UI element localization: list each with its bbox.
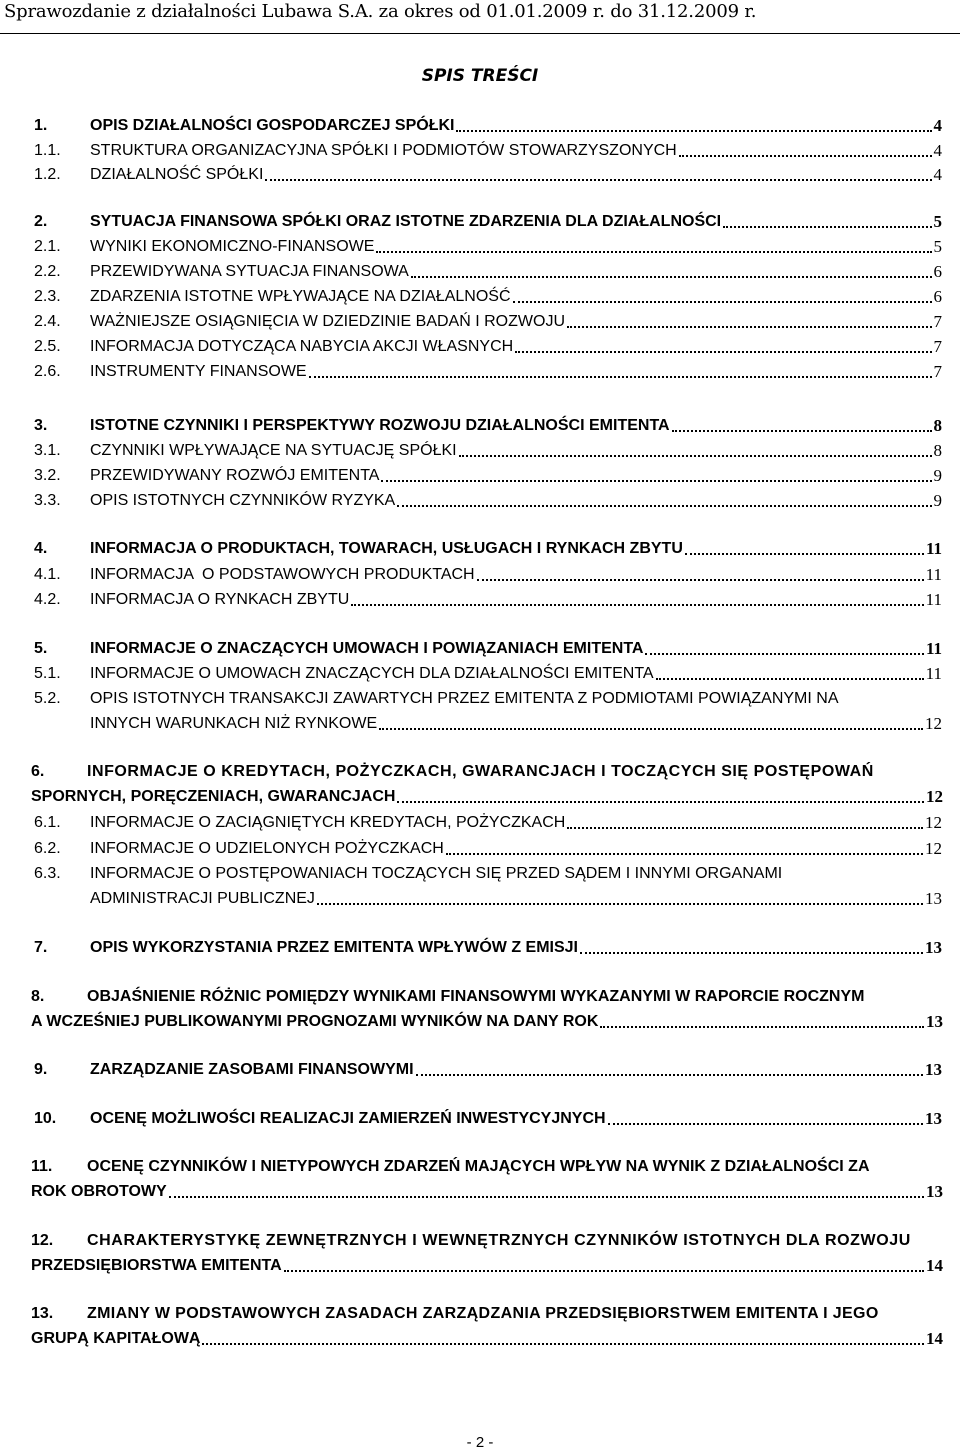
toc-entry-title: DZIAŁALNOŚĆ SPÓŁKI xyxy=(90,166,264,183)
toc-leader-dots xyxy=(580,952,923,954)
toc-entry-number: 1.1. xyxy=(34,142,61,159)
toc-entry-4-2[interactable] xyxy=(34,587,942,612)
toc-entry-2-6[interactable] xyxy=(34,359,942,384)
toc-entry-page: 14 xyxy=(926,1329,943,1348)
toc-entry-title-line2: SPORNYCH, PORĘCZENIACH, GWARANCJACH xyxy=(31,788,396,805)
toc-entry-title: SYTUACJA FINANSOWA SPÓŁKI ORAZ ISTOTNE ZDARZENIA DLA DZIAŁALNOŚCI xyxy=(90,213,722,230)
toc-entry-page: 4 xyxy=(933,165,942,184)
toc-entry-page: 5 xyxy=(933,212,942,231)
toc-entry-page: 7 xyxy=(933,337,942,356)
toc-leader-dots xyxy=(169,1196,924,1198)
toc-entry-page: 14 xyxy=(926,1256,943,1275)
toc-entry-number: 5.1. xyxy=(34,665,61,682)
toc-entry-page: 11 xyxy=(925,539,942,558)
toc-entry-title-line2: GRUPĄ KAPITAŁOWĄ xyxy=(31,1330,201,1347)
toc-entry-title: OPIS DZIAŁALNOŚCI GOSPODARCZEJ SPÓŁKI xyxy=(90,117,455,134)
toc-entry-title: WAŻNIEJSZE OSIĄGNIĘCIA W DZIEDZINIE BADAŃ I ROZWOJU xyxy=(90,313,565,330)
toc-entry-number: 2.6. xyxy=(34,363,61,380)
header-text: Sprawozdanie z działalności Lubawa S.A. za okres od 01.01.2009 r. do 31.12.2009 r. xyxy=(4,1,757,22)
toc-entry-number: 4.2. xyxy=(34,591,61,608)
toc-entry-page: 9 xyxy=(933,491,942,510)
toc-entry-title: ZDARZENIA ISTOTNE WPŁYWAJĄCE NA DZIAŁALNOŚĆ xyxy=(90,288,511,305)
toc-leader-dots xyxy=(351,604,923,606)
toc-leader-dots xyxy=(679,155,932,157)
toc-entry-number: 5.2. xyxy=(34,690,61,707)
toc-entry-page: 12 xyxy=(925,714,942,733)
toc-entry-title-line1: 12. CHARAKTERYSTYKĘ ZEWNĘTRZNYCH I WEWNĘTRZNYCH CZYNNIKÓW ISTOTNYCH DLA ROZWOJU xyxy=(31,1228,958,1253)
toc-entry-title: INFORMACJE O ZNACZĄCYCH UMOWACH I POWIĄZANIACH EMITENTA xyxy=(90,640,644,657)
toc-entry-number: 4.1. xyxy=(34,566,61,583)
toc-entry-2-4[interactable] xyxy=(34,309,942,334)
toc-leader-dots xyxy=(202,1343,924,1345)
toc-entry-number: 6.1. xyxy=(34,814,61,831)
toc-entry-page: 4 xyxy=(933,141,942,160)
toc-entry-number: 2.5. xyxy=(34,338,61,355)
toc-entry-3-3[interactable] xyxy=(34,488,942,513)
toc-entry-title-line1: OPIS ISTOTNYCH TRANSAKCJI ZAWARTYCH PRZEZ EMITENTA Z PODMIOTAMI POWIĄZANYMI NA xyxy=(90,690,839,707)
toc-entry-page: 13 xyxy=(925,889,942,908)
toc-leader-dots xyxy=(608,1123,923,1125)
toc-entry-10[interactable] xyxy=(34,1106,942,1131)
toc-entry-page: 13 xyxy=(926,1012,943,1031)
toc-entry-page: 9 xyxy=(933,466,942,485)
toc-entry-title-line1: 11. OCENĘ CZYNNIKÓW I NIETYPOWYCH ZDARZEŃ MAJĄCYCH WPŁYW NA WYNIK Z DZIAŁALNOŚCI ZA xyxy=(31,1154,958,1179)
toc-entry-number: 12. xyxy=(31,1232,54,1249)
toc-entry-page: 13 xyxy=(925,938,942,957)
toc-leader-dots xyxy=(309,376,932,378)
toc-entry-page: 8 xyxy=(933,441,942,460)
toc-entry-page: 11 xyxy=(925,590,942,609)
toc-entry-title-line2: ADMINISTRACJI PUBLICZNEJ xyxy=(90,890,315,907)
toc-entry-number: 11. xyxy=(31,1158,53,1175)
toc-leader-dots xyxy=(284,1270,924,1272)
toc-entry-2-3[interactable] xyxy=(34,284,942,309)
toc-entry-page: 12 xyxy=(925,813,942,832)
toc-leader-dots xyxy=(600,1026,924,1028)
toc-entry-6-3[interactable] xyxy=(34,861,942,911)
toc-leader-dots xyxy=(672,430,932,432)
toc-leader-dots xyxy=(685,553,924,555)
toc-entry-number: 1.2. xyxy=(34,166,61,183)
toc-entry-3-2[interactable] xyxy=(34,463,942,488)
page-header xyxy=(0,0,960,40)
toc-entry-page: 4 xyxy=(933,116,942,135)
toc-entry-number: 2.1. xyxy=(34,238,61,255)
toc-entry-page: 11 xyxy=(925,639,942,658)
toc-entry-4-1[interactable] xyxy=(34,562,942,587)
toc-leader-dots xyxy=(446,853,923,855)
toc-entry-title-line1: INFORMACJE O POSTĘPOWANIACH TOCZĄCYCH SIĘ PRZED SĄDEM I INNYMI ORGANAMI xyxy=(90,865,783,882)
toc-entry-title: INSTRUMENTY FINANSOWE xyxy=(90,363,307,380)
toc-entry-title: OPIS WYKORZYSTANIA PRZEZ EMITENTA WPŁYWÓW Z EMISJI xyxy=(90,939,578,956)
toc-entry-title: INFORMACJE O UMOWACH ZNACZĄCYCH DLA DZIAŁALNOŚCI EMITENTA xyxy=(90,665,654,682)
toc-entry-title-line1: 8. OBJAŚNIENIE RÓŻNIC POMIĘDZY WYNIKAMI FINANSOWYMI WYKAZANYMI W RAPORCIE ROCZNYM xyxy=(31,984,958,1009)
toc-entry-11[interactable] xyxy=(31,1154,958,1204)
toc-entry-2-5[interactable] xyxy=(34,334,942,359)
toc-leader-dots xyxy=(515,351,931,353)
toc-entry-number: 2.3. xyxy=(34,288,61,305)
toc-entry-title-line1: 13. ZMIANY W PODSTAWOWYCH ZASADACH ZARZĄDZANIA PRZEDSIĘBIORSTWEM EMITENTA I JEGO xyxy=(31,1301,958,1326)
toc-entry-number: 10. xyxy=(34,1110,57,1127)
toc-entry-page: 13 xyxy=(925,1060,942,1079)
toc-leader-dots xyxy=(567,326,932,328)
toc-entry-number: 13. xyxy=(31,1305,54,1322)
toc-leader-dots xyxy=(456,130,931,132)
toc-entry-number: 2. xyxy=(34,213,48,230)
toc-entry-page: 7 xyxy=(933,362,942,381)
toc-entry-title: INFORMACJA O PODSTAWOWYCH PRODUKTACH xyxy=(90,566,475,583)
toc-entry-page: 13 xyxy=(926,1182,943,1201)
toc-entry-13[interactable] xyxy=(31,1301,958,1351)
toc-leader-dots xyxy=(567,827,923,829)
toc-entry-title: PRZEWIDYWANY ROZWÓJ EMITENTA xyxy=(90,467,380,484)
toc-entry-number: 4. xyxy=(34,540,48,557)
toc-entry-page: 6 xyxy=(933,262,942,281)
page-number: - 2 - xyxy=(466,1434,494,1451)
toc-leader-dots xyxy=(656,678,924,680)
toc-entry-5-1[interactable] xyxy=(34,661,942,686)
toc-entry-number: 2.2. xyxy=(34,263,61,280)
toc-entry-number: 6. xyxy=(31,763,45,780)
toc-leader-dots xyxy=(376,251,931,253)
toc-entry-page: 5 xyxy=(933,237,942,256)
toc-leader-dots xyxy=(265,179,931,181)
toc-entry-title-line2: PRZEDSIĘBIORSTWA EMITENTA xyxy=(31,1257,282,1274)
toc-entry-title: PRZEWIDYWANA SYTUACJA FINANSOWA xyxy=(90,263,409,280)
toc-entry-number: 3. xyxy=(34,417,48,434)
toc-entry-9[interactable] xyxy=(34,1057,942,1082)
toc-entry-title: INFORMACJA O RYNKACH ZBYTU xyxy=(90,591,350,608)
toc-entry-4[interactable] xyxy=(34,536,942,561)
toc-entry-title: CZYNNIKI WPŁYWAJĄCE NA SYTUACJĘ SPÓŁKI xyxy=(90,442,457,459)
toc-entry-page: 12 xyxy=(926,787,943,806)
toc-entry-5[interactable] xyxy=(34,636,942,661)
header-rule xyxy=(0,33,960,34)
toc-leader-dots xyxy=(397,505,931,507)
toc-entry-title: OCENĘ MOŻLIWOŚCI REALIZACJI ZAMIERZEŃ INWESTYCYJNYCH xyxy=(90,1110,606,1127)
toc-entry-page: 12 xyxy=(925,839,942,858)
toc-leader-dots xyxy=(416,1074,923,1076)
toc-entry-number: 9. xyxy=(34,1061,48,1078)
toc-entry-number: 6.2. xyxy=(34,840,61,857)
toc-leader-dots xyxy=(397,801,924,803)
toc-leader-dots xyxy=(645,653,923,655)
toc-entry-number: 3.2. xyxy=(34,467,61,484)
toc-entry-6-2[interactable] xyxy=(34,836,942,861)
toc-entry-title: STRUKTURA ORGANIZACYJNA SPÓŁKI I PODMIOTÓW STOWARZYSZONYCH xyxy=(90,142,677,159)
toc-entry-title: OPIS ISTOTNYCH CZYNNIKÓW RYZYKA xyxy=(90,492,396,509)
toc-entry-number: 1. xyxy=(34,117,48,134)
toc-entry-title: WYNIKI EKONOMICZNO-FINANSOWE xyxy=(90,238,375,255)
toc-entry-7[interactable] xyxy=(34,935,942,960)
toc-entry-number: 2.4. xyxy=(34,313,61,330)
toc-leader-dots xyxy=(317,903,923,905)
toc-entry-title-line1: 6. INFORMACJE O KREDYTACH, POŻYCZKACH, GWARANCJACH I TOCZĄCYCH SIĘ POSTĘPOWAŃ xyxy=(31,759,958,784)
toc-entry-3-1[interactable] xyxy=(34,438,942,463)
toc-entry-1-2[interactable] xyxy=(34,162,942,187)
toc-entry-number: 8. xyxy=(31,988,45,1005)
toc-entry-6-1[interactable] xyxy=(34,810,942,835)
toc-leader-dots xyxy=(477,579,924,581)
toc-entry-number: 7. xyxy=(34,939,48,956)
toc-entry-2-1[interactable] xyxy=(34,234,942,259)
toc-entry-title: ISTOTNE CZYNNIKI I PERSPEKTYWY ROZWOJU DZIAŁALNOŚCI EMITENTA xyxy=(90,417,670,434)
toc-entry-title: INFORMACJE O ZACIĄGNIĘTYCH KREDYTACH, POŻYCZKACH xyxy=(90,814,566,831)
toc-leader-dots xyxy=(379,728,923,730)
toc-entry-8[interactable] xyxy=(31,984,958,1034)
toc-entry-page: 13 xyxy=(925,1109,942,1128)
toc-entry-3[interactable] xyxy=(34,413,942,438)
toc-entry-1[interactable] xyxy=(34,113,942,138)
toc-entry-page: 6 xyxy=(933,287,942,306)
toc-entry-2-2[interactable] xyxy=(34,259,942,284)
toc-entry-title: ZARZĄDZANIE ZASOBAMI FINANSOWYMI xyxy=(90,1061,414,1078)
toc-leader-dots xyxy=(411,276,932,278)
toc-leader-dots xyxy=(513,301,932,303)
toc-leader-dots xyxy=(381,480,931,482)
toc-leader-dots xyxy=(723,226,931,228)
toc-entry-2[interactable] xyxy=(34,209,942,234)
toc-entry-title-line2: ROK OBROTOWY xyxy=(31,1183,167,1200)
toc-entry-title-line2: INNYCH WARUNKACH NIŻ RYNKOWE xyxy=(90,715,378,732)
toc-entry-number: 3.3. xyxy=(34,492,61,509)
toc-entry-page: 7 xyxy=(933,312,942,331)
toc-entry-title-line2: A WCZEŚNIEJ PUBLIKOWANYMI PROGNOZAMI WYNIKÓW NA DANY ROK xyxy=(31,1013,599,1030)
toc-entry-6[interactable] xyxy=(31,759,958,809)
toc-entry-5-2[interactable] xyxy=(34,686,942,736)
toc-entry-title: INFORMACJA DOTYCZĄCA NABYCIA AKCJI WŁASNYCH xyxy=(90,338,514,355)
toc-entry-page: 11 xyxy=(925,664,942,683)
toc-entry-12[interactable] xyxy=(31,1228,958,1278)
toc-title: SPIS TREŚCI xyxy=(421,66,539,86)
toc-entry-number: 3.1. xyxy=(34,442,61,459)
toc-leader-dots xyxy=(459,455,932,457)
toc-entry-title: INFORMACJA O PRODUKTACH, TOWARACH, USŁUGACH I RYNKACH ZBYTU xyxy=(90,540,683,557)
toc-entry-number: 5. xyxy=(34,640,48,657)
toc-entry-1-1[interactable] xyxy=(34,138,942,163)
toc-entry-number: 6.3. xyxy=(34,865,61,882)
toc-entry-page: 11 xyxy=(925,565,942,584)
toc-entry-page: 8 xyxy=(933,416,942,435)
toc-entry-title: INFORMACJE O UDZIELONYCH POŻYCZKACH xyxy=(90,840,444,857)
